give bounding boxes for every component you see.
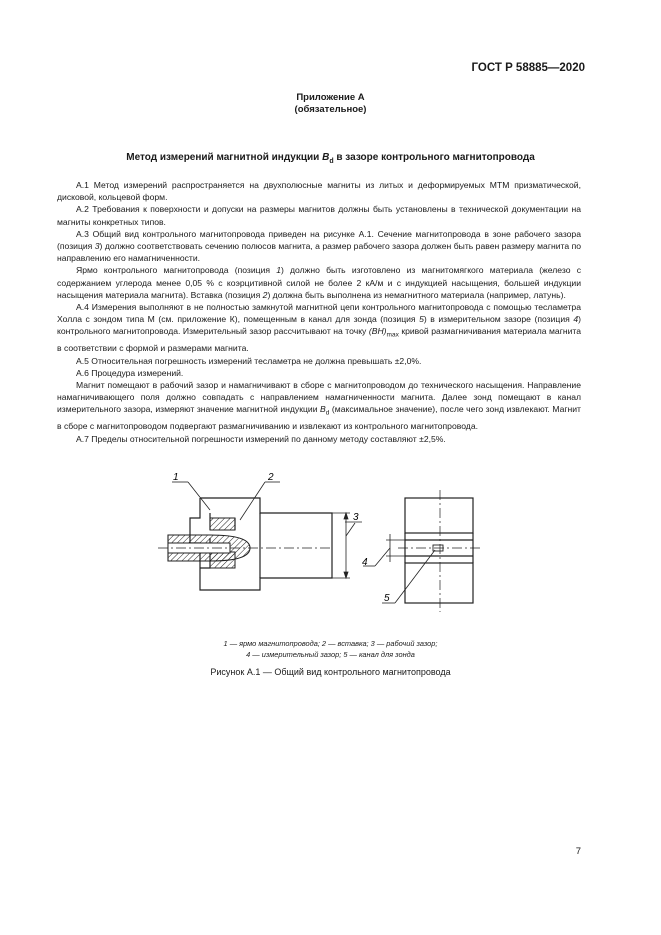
paragraph-a5: А.5 Относительная погрешность измерений тесламетра не должна превышать ±2,0%. — [76, 355, 422, 366]
standard-number: ГОСТ Р 58885—2020 — [471, 62, 585, 74]
yoke-front-view — [405, 498, 473, 603]
a6-b: B — [320, 404, 326, 415]
label-1: 1 — [173, 472, 179, 483]
leaders-right — [363, 534, 435, 603]
page-number: 7 — [575, 846, 581, 857]
a4-mid: ) в измерительном зазоре (позиция — [423, 314, 574, 325]
a4-pos5: 5 — [419, 314, 424, 325]
a3-post: ) должно соответствовать сечению полюсов магнита, а размер рабочего зазора должен быть равен размеру магнита по направлению его намагниченности. — [57, 241, 581, 264]
paragraph-a7: А.7 Пределы относительной погрешности измерений по данному методу составляют ±2,5%. — [76, 433, 446, 444]
a4-mid2: ) контрольного магнитопровода. Измерительный зазор рассчитывают на точку — [57, 314, 581, 337]
magnetic-circuit-figure — [150, 468, 480, 628]
a4-bh: (BH) — [368, 326, 387, 337]
body-text — [57, 179, 581, 445]
figure-legend — [0, 638, 661, 660]
section-title-pre: Метод измерений магнитной индукции — [126, 152, 323, 163]
legend-line-2: 4 — измерительный зазор; 5 — канал для зонда — [246, 650, 415, 659]
yoke-post: ) должна быть выполнена из немагнитного материала (например, латунь). — [267, 289, 566, 300]
paragraph-yoke — [57, 264, 581, 301]
paragraph-a4 — [57, 301, 581, 355]
appendix-heading — [0, 92, 661, 116]
appendix-title: Приложение А — [296, 92, 365, 103]
yoke-mid: ) должно быть изготовлено из магнитомягкого материала (железо с содержанием углерода менее 0,05 % с коэрцитивной силой не более 2 кА/м и с индукцией насыщения, большей индукции насыщения материала магнита). Вставка (позиция — [57, 265, 582, 300]
a4-pre: А.4 Измерения выполняют в не полностью замкнутой магнитной цепи контрольного магнитопровода с помощью тесламетра Холла с зондом типа М (см. приложение К), помещенным в канал для зонда (позиция — [57, 302, 581, 325]
yoke-pos2: 2 — [262, 289, 268, 300]
paragraph-a6: А.6 Процедура измерений. — [76, 367, 184, 378]
figure-caption: Рисунок А.1 — Общий вид контрольного магнитопровода — [210, 667, 451, 677]
a4-pos4: 4 — [573, 314, 579, 325]
label-4: 4 — [362, 557, 368, 568]
paragraph-a6-text — [57, 379, 581, 433]
a6-d: d — [325, 410, 330, 418]
label-3: 3 — [353, 512, 359, 523]
paragraph-a2: А.2 Требования к поверхности и допуски на размеры магнитов должны быть установлены в технической документации на магниты конкретных типов. — [57, 204, 581, 227]
section-title-sub: d — [329, 158, 334, 165]
appendix-status: (обязательное) — [294, 104, 367, 115]
section-title-post: в зазоре контрольного магнитопровода — [333, 152, 535, 163]
label-2: 2 — [268, 472, 274, 483]
yoke-pre: Ярмо контрольного магнитопровода (позиция — [76, 265, 277, 276]
paragraph-a3 — [57, 228, 581, 265]
a6-text-pre: Магнит помещают в рабочий зазор и намагничивают в сборе с магнитопроводом до технического насыщения. Направление намагничивающего поля должно совпадать с направлением намагниченности магнита. Далее зонд помещают в канал измерительного зазора, измеряют значение магнитной индукции — [57, 379, 581, 415]
yoke-pos1: 1 — [276, 265, 281, 276]
section-title — [0, 152, 661, 165]
a4-max: max — [386, 332, 399, 340]
paragraph-a1: А.1 Метод измерений распространяется на двухполюсные магниты из литых и деформируемых МТМ призматической, дисковой, кольцевой форм. — [57, 180, 581, 203]
a3-pos: 3 — [94, 241, 100, 252]
a4-post: кривой размагничивания материала магнита в соответствии с формой и размерами магнита. — [57, 326, 582, 354]
working-gap-dimension — [332, 513, 355, 578]
a3-pre: А.3 Общий вид контрольного магнитопровода приведен на рисунке А.1. Сечение магнитопровода в зоне рабочего зазора (позиция — [57, 228, 581, 252]
a6-text-post: (максимальное значение), после чего зонд извлекают. Магнит в сборе с магнитопроводом подвергают размагничиванию и извлекают из контрольного магнитопровода. — [57, 404, 581, 432]
legend-line-1: 1 — ярмо магнитопровода; 2 — вставка; 3 — рабочий зазор; — [223, 639, 438, 648]
label-5: 5 — [384, 593, 390, 604]
section-title-symbol: B — [322, 152, 330, 163]
